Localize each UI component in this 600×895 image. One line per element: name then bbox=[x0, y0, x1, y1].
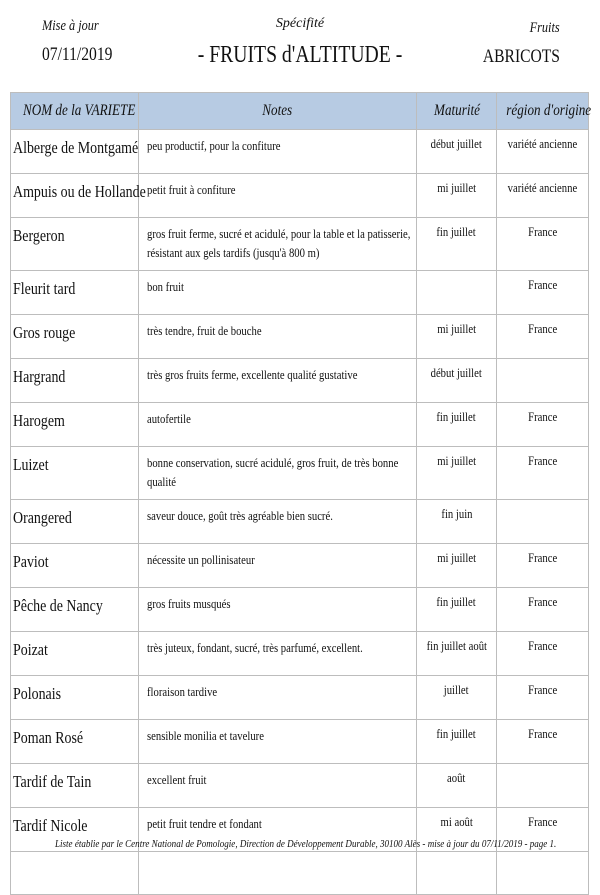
table-row bbox=[11, 315, 589, 359]
variety-region bbox=[497, 500, 589, 544]
variety-name: Ampuis ou de Hollande bbox=[11, 174, 139, 218]
variety-name: Harogem bbox=[11, 403, 139, 447]
variety-notes: peu productif, pour la confiture bbox=[139, 130, 417, 174]
variety-name: Pêche de Nancy bbox=[11, 588, 139, 632]
variety-notes: excellent fruit bbox=[139, 764, 417, 808]
variety-region bbox=[497, 764, 589, 808]
empty-row bbox=[11, 852, 589, 895]
variety-region: France bbox=[497, 632, 589, 676]
variety-notes: saveur douce, goût très agréable bien sucré. bbox=[139, 500, 417, 544]
variety-maturity: mi juillet bbox=[417, 544, 497, 588]
variety-name: Fleurit tard bbox=[11, 271, 139, 315]
variety-maturity: mi juillet bbox=[417, 315, 497, 359]
variety-maturity: fin juillet bbox=[417, 403, 497, 447]
variety-name: Gros rouge bbox=[11, 315, 139, 359]
variety-maturity: début juillet bbox=[417, 359, 497, 403]
page-footer: Liste établie par le Centre National de Pomologie, Direction de Développement Durable, 30100 Alès - mise à jour du 07/11/2019 - page 1. bbox=[55, 838, 557, 850]
table-row bbox=[11, 676, 589, 720]
variety-name: Orangered bbox=[11, 500, 139, 544]
variety-name: Poizat bbox=[11, 632, 139, 676]
variety-region: France bbox=[497, 447, 589, 500]
variety-name: Alberge de Montgamé bbox=[11, 130, 139, 174]
variety-notes: sensible monilia et tavelure bbox=[139, 720, 417, 764]
variety-maturity: juillet bbox=[417, 676, 497, 720]
variety-notes: gros fruit ferme, sucré et acidulé, pour la table et la patisserie, résistant aux gels tardifs (jusqu'à 800 m) bbox=[139, 218, 417, 271]
variety-notes: gros fruits musqués bbox=[139, 588, 417, 632]
variety-name: Paviot bbox=[11, 544, 139, 588]
variety-name: Poman Rosé bbox=[11, 720, 139, 764]
variety-maturity: août bbox=[417, 764, 497, 808]
variety-region: variété ancienne bbox=[497, 174, 589, 218]
variety-maturity: mi août bbox=[417, 808, 497, 852]
table-row bbox=[11, 130, 589, 174]
variety-region: variété ancienne bbox=[497, 130, 589, 174]
table-row bbox=[11, 218, 589, 271]
variety-maturity: fin juillet août bbox=[417, 632, 497, 676]
table-row bbox=[11, 403, 589, 447]
variety-maturity: fin juillet bbox=[417, 218, 497, 271]
family-label: Fruits bbox=[529, 20, 560, 36]
page-header bbox=[0, 0, 600, 90]
family-value: ABRICOTS bbox=[482, 46, 560, 67]
variety-region: France bbox=[497, 271, 589, 315]
page-title: - FRUITS d'ALTITUDE - bbox=[197, 42, 403, 68]
variety-region: France bbox=[497, 218, 589, 271]
table-row bbox=[11, 588, 589, 632]
variety-notes: bonne conservation, sucré acidulé, gros fruit, de très bonne qualité bbox=[139, 447, 417, 500]
variety-region bbox=[497, 359, 589, 403]
empty-cell bbox=[497, 852, 589, 895]
variety-name: Tardif de Tain bbox=[11, 764, 139, 808]
variety-name: Hargrand bbox=[11, 359, 139, 403]
empty-cell bbox=[139, 852, 417, 895]
column-header-notes: Notes bbox=[139, 93, 417, 130]
variety-region: France bbox=[497, 588, 589, 632]
variety-maturity: mi juillet bbox=[417, 447, 497, 500]
variety-notes: autofertile bbox=[139, 403, 417, 447]
speciality-label: Spécifité bbox=[275, 16, 325, 31]
table-row bbox=[11, 720, 589, 764]
table-row bbox=[11, 271, 589, 315]
variety-region: France bbox=[497, 403, 589, 447]
variety-name: Bergeron bbox=[11, 218, 139, 271]
table-row bbox=[11, 764, 589, 808]
variety-notes: petit fruit tendre et fondant bbox=[139, 808, 417, 852]
variety-notes: bon fruit bbox=[139, 271, 417, 315]
variety-maturity: mi juillet bbox=[417, 174, 497, 218]
column-header-region: région d'origine bbox=[497, 93, 589, 130]
variety-maturity bbox=[417, 271, 497, 315]
variety-notes: floraison tardive bbox=[139, 676, 417, 720]
column-header-name: NOM de la VARIETE bbox=[11, 93, 139, 130]
variety-name: Polonais bbox=[11, 676, 139, 720]
variety-name: Tardif Nicole bbox=[11, 808, 139, 852]
empty-cell bbox=[11, 852, 139, 895]
variety-notes: très tendre, fruit de bouche bbox=[139, 315, 417, 359]
variety-region: France bbox=[497, 676, 589, 720]
variety-notes: très gros fruits ferme, excellente qualité gustative bbox=[139, 359, 417, 403]
variety-maturity: fin juillet bbox=[417, 588, 497, 632]
table-row bbox=[11, 359, 589, 403]
variety-notes: nécessite un pollinisateur bbox=[139, 544, 417, 588]
update-label: Mise à jour bbox=[42, 18, 99, 34]
variety-maturity: fin juin bbox=[417, 500, 497, 544]
empty-cell bbox=[417, 852, 497, 895]
variety-notes: petit fruit à confiture bbox=[139, 174, 417, 218]
table-row bbox=[11, 500, 589, 544]
variety-maturity: fin juillet bbox=[417, 720, 497, 764]
variety-region: France bbox=[497, 544, 589, 588]
variety-name: Luizet bbox=[11, 447, 139, 500]
variety-region: France bbox=[497, 720, 589, 764]
table-header-row bbox=[11, 93, 589, 130]
variety-table bbox=[10, 92, 592, 895]
variety-region: France bbox=[497, 808, 589, 852]
update-date: 07/11/2019 bbox=[42, 44, 113, 65]
table-row bbox=[11, 174, 589, 218]
column-header-maturity: Maturité bbox=[417, 93, 497, 130]
variety-notes: très juteux, fondant, sucré, très parfumé, excellent. bbox=[139, 632, 417, 676]
table-row bbox=[11, 447, 589, 500]
table-row bbox=[11, 632, 589, 676]
variety-region: France bbox=[497, 315, 589, 359]
variety-maturity: début juillet bbox=[417, 130, 497, 174]
table-row bbox=[11, 544, 589, 588]
